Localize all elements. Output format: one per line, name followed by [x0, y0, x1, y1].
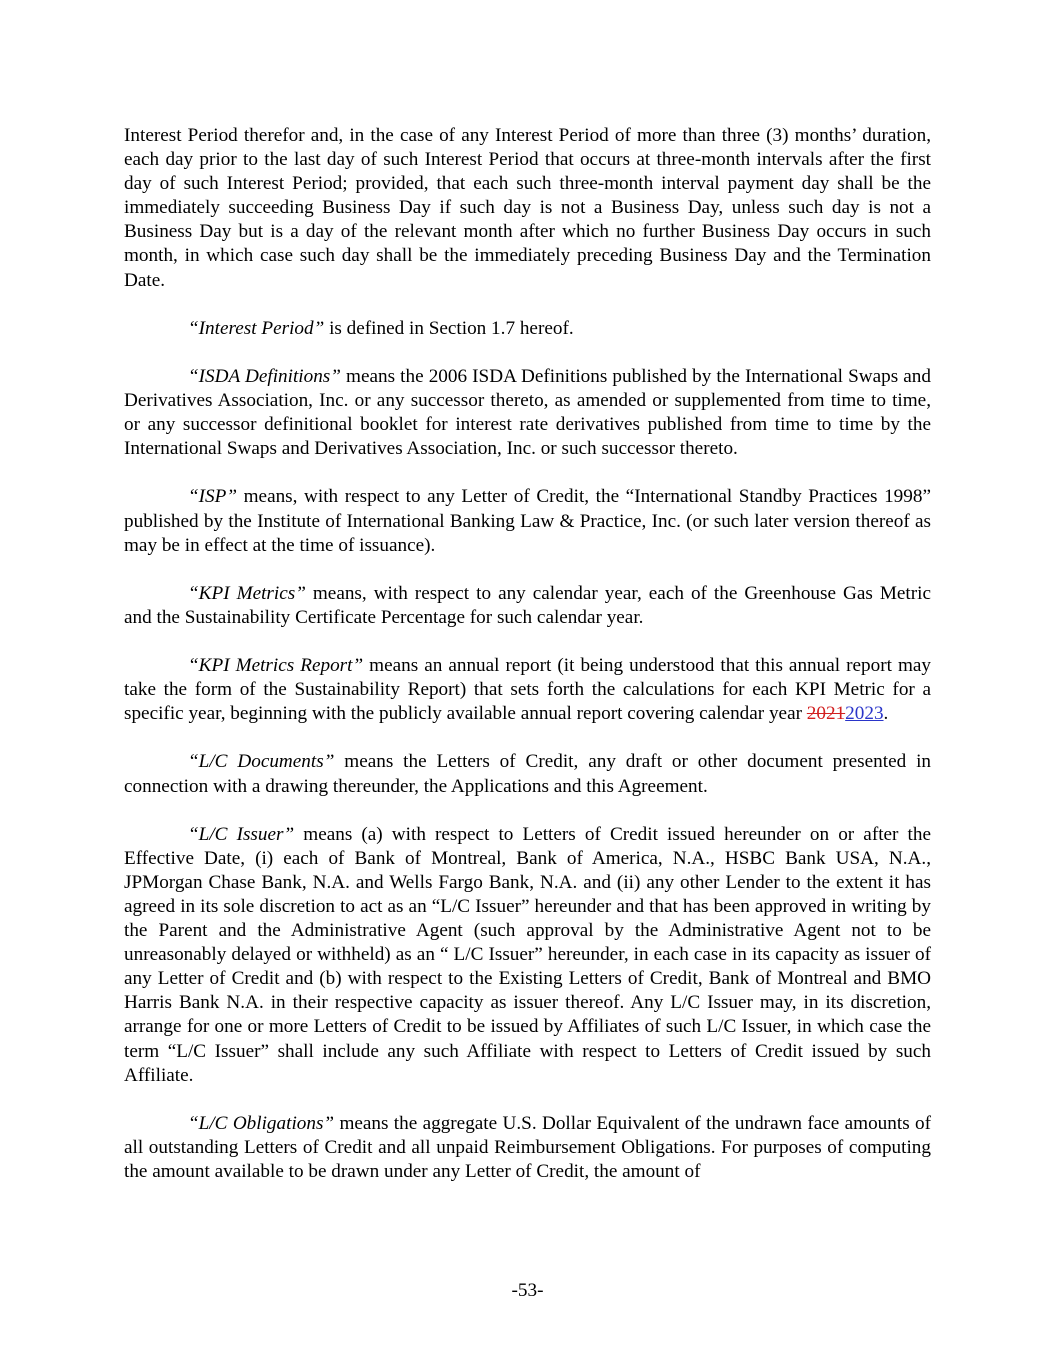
defined-term: “KPI Metrics Report”	[188, 655, 364, 677]
paragraph-interest-payment-date-continued	[124, 124, 931, 293]
definition-text: is defined in Section 1.7 hereof.	[324, 317, 574, 339]
definition-text-tail: .	[883, 703, 889, 725]
page-number: -53-	[511, 1280, 544, 1301]
definition-text: means, with respect to any calendar year, each of the Greenhouse Gas Metric and the Sustainability Certificate Percentage for such calendar year.	[124, 582, 931, 628]
definition-lc-obligations	[124, 1112, 931, 1184]
defined-term: “L/C Obligations”	[188, 1112, 335, 1134]
defined-term: “ISDA Definitions”	[188, 365, 341, 387]
definition-kpi-metrics-report	[124, 654, 931, 726]
document-page	[124, 124, 931, 1208]
defined-term: “L/C Documents”	[188, 751, 335, 773]
definition-text: means the aggregate U.S. Dollar Equivalent of the undrawn face amounts of all outstanding Letters of Credit and all unpaid Reimbursement Obligations. For purposes of computing the amount available to be drawn under any Letter of Credit, the amount of	[124, 1112, 931, 1183]
definition-text: means an annual report (it being understood that this annual report may take the form of the Sustainability Report) that sets forth the calculations for each KPI Metric for a specific year, beginning with the publicly available annual report covering calendar year	[124, 655, 931, 725]
inserted-text-redline: 2023	[845, 703, 884, 725]
definition-text: means (a) with respect to Letters of Credit issued hereunder on or after the Effective Date, (i) each of Bank of Montreal, Bank of America, N.A., HSBC Bank USA, N.A., JPMorgan Chase Bank, N.A. and Wells Fargo Bank, N.A. and (ii) any other Lender to the extent it has agreed in its sole discretion to act as an “L/C Issuer” hereunder and that has been approved in writing by the Parent and the Administrative Agent (such approval by the Administrative Agent not to be unreasonably delayed or withheld) as an “ L/C Issuer” hereunder, in each case in its capacity as issuer of any Letter of Credit and (b) with respect to the Existing Letters of Credit, Bank of Montreal and BMO Harris Bank N.A. in their respective capacity as issuer thereof. Any L/C Issuer may, in its discretion, arrange for one or more Letters of Credit to be issued by Affiliates of such L/C Issuer, in which case the term “L/C Issuer” shall include any such Affiliate with respect to Letters of Credit issued by such Affiliate.	[124, 823, 931, 1086]
defined-term: “KPI Metrics”	[188, 582, 306, 604]
definition-text: means the 2006 ISDA Definitions published by the International Swaps and Derivatives Association, Inc. or any successor thereto, as amended or supplemented from time to time, or any successor definitional booklet for interest rate derivatives published from time to time by the International Swaps and Derivatives Association, Inc. or such successor thereto.	[124, 365, 931, 460]
definition-lc-documents	[124, 750, 931, 798]
definition-interest-period	[124, 317, 931, 341]
definition-text: means, with respect to any Letter of Credit, the “International Standby Practices 1998” published by the Institute of International Banking Law & Practice, Inc. (or such later version thereof as may be in effect at the time of issuance).	[124, 486, 931, 556]
defined-term: “ISP”	[188, 486, 238, 508]
definition-isp	[124, 485, 931, 557]
paragraph-text: Interest Period therefor and, in the case of any Interest Period of more than three (3) months’ duration, each day prior to the last day of such Interest Period that occurs at three-month intervals after the first day of such Interest Period; provided, that each such three-month interval payment day shall be the immediately succeeding Business Day if such day is not a Business Day, unless such day is not a Business Day but is a day of the relevant month after which no further Business Day occurs in such month, in which case such day shall be the immediately preceding Business Day and the Termination Date.	[124, 125, 931, 291]
deleted-text-redline: 2021	[806, 703, 846, 725]
definition-lc-issuer	[124, 823, 931, 1088]
definition-kpi-metrics	[124, 582, 931, 630]
definition-text: means the Letters of Credit, any draft or other document presented in connection with a drawing thereunder, the Applications and this Agreement.	[124, 751, 931, 797]
defined-term: “L/C Issuer”	[188, 823, 295, 845]
defined-term: “Interest Period”	[188, 317, 325, 339]
definition-isda-definitions	[124, 365, 931, 461]
